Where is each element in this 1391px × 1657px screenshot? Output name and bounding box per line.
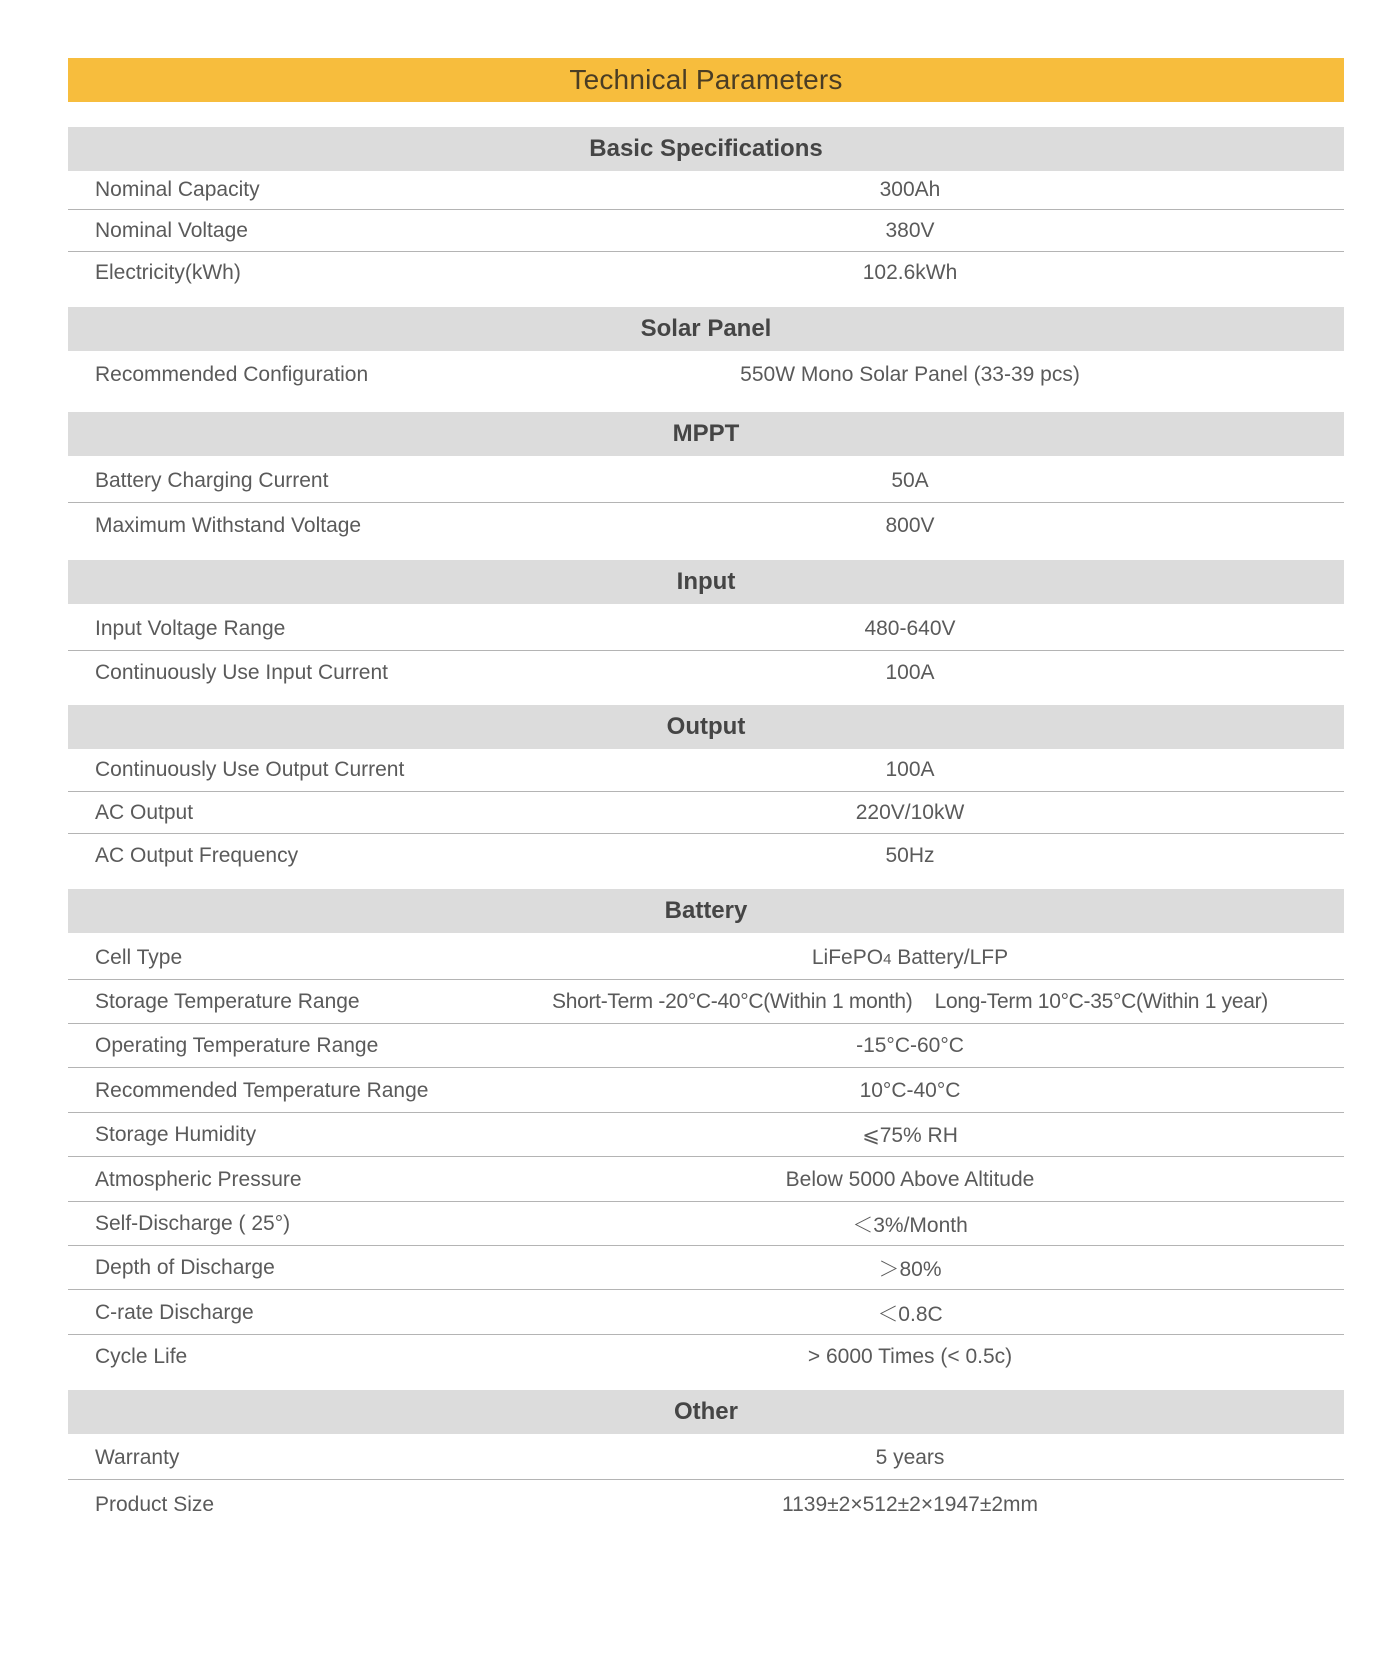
spec-row — [68, 171, 1344, 209]
section-heading: Output — [666, 713, 746, 740]
cell-type-suffix: Battery/LFP — [891, 946, 1009, 969]
cell-type-prefix: LiFePO — [811, 946, 884, 969]
spec-value: 50A — [891, 469, 929, 492]
section-header-mppt — [68, 412, 1344, 456]
spec-label: Recommended Temperature Range — [95, 1078, 429, 1102]
spec-label: Self-Discharge ( 25°) — [95, 1212, 291, 1235]
spec-label: Atmospheric Pressure — [95, 1167, 302, 1191]
spec-value: ＞80% — [878, 1258, 942, 1281]
spec-value — [476, 946, 1344, 970]
spec-value: 1139±2×512±2×1947±2mm — [781, 1493, 1039, 1516]
spec-label: Recommended Configuration — [95, 363, 369, 386]
spec-label: C-rate Discharge — [95, 1300, 254, 1324]
cell-type-subscript: 4 — [883, 951, 892, 968]
section-header-basic-specifications — [68, 127, 1344, 171]
spec-value: 550W Mono Solar Panel (33-39 pcs) — [740, 363, 1080, 386]
spec-row — [68, 460, 1344, 502]
spec-row — [68, 835, 1344, 877]
spec-row — [68, 1436, 1344, 1479]
section-heading: Solar Panel — [640, 315, 772, 342]
spec-row — [68, 1203, 1344, 1245]
section-header-solar-panel — [68, 307, 1344, 351]
spec-label: Cycle Life — [95, 1345, 188, 1368]
section-heading: MPPT — [672, 420, 740, 447]
spec-value: Below 5000 Above Altitude — [785, 1167, 1035, 1191]
spec-row — [68, 749, 1344, 791]
section-header-output — [68, 705, 1344, 749]
spec-value: Short-Term -20°C-40°C(Within 1 month) Long-Term 10°C-35°C(Within 1 year) — [552, 990, 1268, 1013]
title-bar — [68, 58, 1344, 102]
spec-label: AC Output Frequency — [95, 844, 299, 867]
spec-row — [68, 1247, 1344, 1289]
spec-row — [68, 1336, 1344, 1378]
spec-row — [68, 1483, 1344, 1527]
spec-value: ＜0.8C — [877, 1302, 943, 1326]
spec-row — [68, 252, 1344, 294]
spec-row — [68, 1291, 1344, 1334]
spec-value: 50Hz — [885, 844, 935, 867]
spec-value: 380V — [885, 218, 935, 242]
spec-value: 100A — [885, 661, 935, 684]
technical-parameters-table — [68, 0, 1344, 1657]
spec-label: Electricity(kWh) — [95, 261, 241, 284]
spec-label: Nominal Capacity — [95, 178, 260, 201]
spec-value: 300Ah — [879, 178, 941, 201]
spec-value: ＜3%/Month — [852, 1214, 968, 1237]
spec-value: 480-640V — [864, 617, 956, 640]
spec-label: Storage Temperature Range — [95, 990, 360, 1013]
spec-value: 10°C-40°C — [859, 1078, 961, 1102]
spec-label: Continuously Use Input Current — [95, 661, 388, 684]
spec-row — [68, 210, 1344, 251]
spec-row — [68, 652, 1344, 694]
section-header-input — [68, 560, 1344, 604]
spec-value: 220V/10kW — [855, 800, 965, 824]
spec-value: 5 years — [875, 1445, 945, 1469]
spec-value: 800V — [885, 514, 935, 537]
section-heading: Other — [673, 1398, 738, 1425]
spec-label: AC Output — [95, 800, 194, 824]
spec-label: Cell Type — [95, 946, 183, 969]
spec-row — [68, 504, 1344, 548]
spec-row — [68, 608, 1344, 650]
spec-label: Product Size — [95, 1493, 215, 1516]
spec-label: Depth of Discharge — [95, 1256, 275, 1279]
spec-label: Input Voltage Range — [95, 617, 286, 640]
spec-value: -15°C-60°C — [856, 1034, 964, 1057]
spec-label: Continuously Use Output Current — [95, 758, 405, 781]
section-heading: Input — [676, 568, 736, 595]
spec-row — [68, 981, 1344, 1023]
spec-label: Battery Charging Current — [95, 469, 329, 492]
spec-value: ⩽75% RH — [862, 1123, 958, 1147]
section-header-battery — [68, 889, 1344, 933]
section-heading: Basic Specifications — [589, 135, 823, 162]
spec-label: Operating Temperature Range — [95, 1034, 379, 1057]
spec-value: 100A — [885, 758, 935, 781]
spec-row — [68, 1114, 1344, 1156]
spec-label: Storage Humidity — [95, 1123, 257, 1146]
section-heading: Battery — [664, 897, 748, 924]
spec-row — [68, 355, 1344, 395]
spec-label: Nominal Voltage — [95, 218, 248, 242]
spec-row — [68, 937, 1344, 979]
spec-row — [68, 1069, 1344, 1112]
spec-row — [68, 1025, 1344, 1067]
spec-row — [68, 792, 1344, 833]
spec-value: > 6000 Times (< 0.5c) — [807, 1345, 1013, 1368]
page-title: Technical Parameters — [569, 64, 843, 95]
spec-label: Warranty — [95, 1445, 180, 1469]
spec-row — [68, 1158, 1344, 1201]
spec-label: Maximum Withstand Voltage — [95, 514, 362, 537]
spec-value: 102.6kWh — [862, 261, 958, 284]
section-header-other — [68, 1390, 1344, 1434]
